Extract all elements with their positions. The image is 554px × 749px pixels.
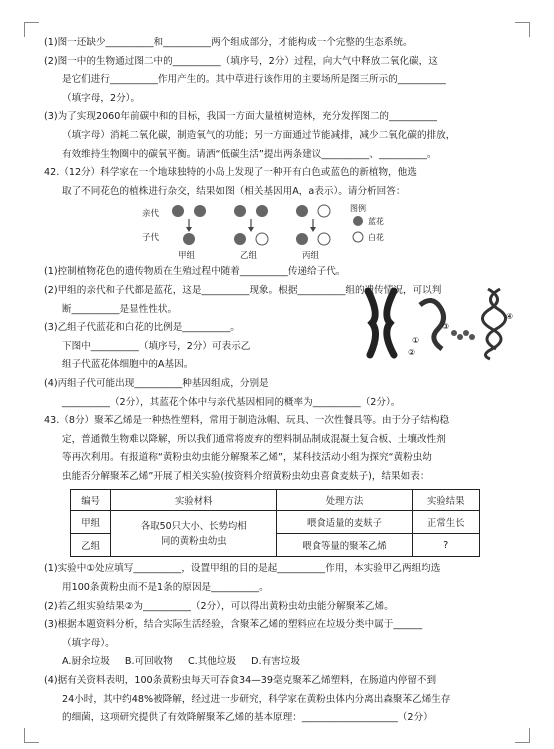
flower-icon [194,205,206,217]
material-line2: 同的黄粉虫幼虫 [160,535,227,547]
q43-part1-line1: (1)实验中①处应填写__________，设置甲组的目的是起__________作用，本实验甲乙两组均选 [44,563,441,575]
flower-icon [234,233,246,245]
legend-swatches [353,216,363,242]
q43-part3-line1: (3)根据本题资料分析，结合实际生活经验，含聚苯乙烯的塑料应在垃圾分类中属于______ [44,619,423,631]
dna-helix-icon [482,289,505,359]
table-cell-method: 喂食适量的麦麸子 [277,511,412,534]
legend-title: 图例 [350,204,366,214]
table-header-result: 实验结果 [412,490,479,511]
table-header-method: 处理方法 [277,490,412,511]
legend-white-label: 白花 [368,233,384,243]
q42-part4-line2: __________（2分），其蓝花个体中与亲代基因相同的概率为__________（2分）。 [62,396,401,408]
q43-intro-line2: 定，普通微生物难以降解，所以我们通常将废弃的塑料制品制成混凝土复合板、土壤改性剂 [62,433,446,445]
q42-part1: (1)控制植物花色的遗传物质在生殖过程中随着__________传递给子代。 [44,266,346,278]
q41-part3-line1: (3)为了实现2060年前碳中和的目标，我国一方面大量植树造林，充分发挥图二的__________ [44,111,437,123]
table-row [71,511,480,534]
q43-intro-line1: 43.（8分）聚苯乙烯是一种热性塑料，常用于制造泳帽、玩具、一次性餐具等。由于分子结构稳 [44,415,450,427]
q43-part3-line2: （填字母）。 [62,637,115,649]
table-header-material: 实验材料 [111,490,277,511]
crop-mark-top-left [24,22,39,37]
q42-header-line2: 取了不同花色的植株进行杂交，结果如图（相关基因用A，a表示）。请分析回答： [62,185,406,197]
q42-header-line1: 42.（12分）科学家在一个地球独特的小岛上发现了一种开有白色或蓝色的新植物，他选 [44,167,417,179]
group-bing-flowers [296,205,330,245]
q43-part4-line2: 24小时，其中约48%被降解，经过进一步研究，科学家在黄粉虫体内分离出森聚苯乙烯生存 [62,693,451,705]
q43-options [44,653,518,672]
q43-intro-line3: 等再次利用。有报道称“黄粉虫幼虫能分解聚苯乙烯”，某科技活动小组为探究“黄粉虫幼 [62,452,432,464]
flower-icon [318,233,330,245]
blue-flower-legend-icon [353,216,363,226]
flower-icon [296,233,308,245]
q42-subquestions [44,263,518,412]
table-header-id: 编号 [71,490,111,511]
option-b: B.可回收物 [124,656,173,668]
label-circled-3: ③ [442,322,450,332]
option-c: C.其他垃圾 [187,656,237,668]
q41-part3-line2: （填字母）消耗二氧化碳，制造氧气的功能；另一方面通过节能减排，减少二氧化碳的排放， [62,129,456,141]
question-43 [44,412,518,728]
question-41-continued [44,34,518,164]
label-circled-1: ① [412,336,420,346]
q42-part3-line3: 组子代蓝花体细胞中的A基因。 [62,359,194,371]
flower-icon [256,233,268,245]
label-circled-4: ④ [506,312,514,322]
table-cell-id: 乙组 [71,534,111,557]
q42-part3-line2: 下图中__________（填序号，2分）可表示乙 [62,340,251,352]
flower-icon [234,205,246,217]
flower-icon [318,205,330,217]
exam-page [44,34,518,728]
option-a: A.厨余垃圾 [62,656,110,668]
label-circled-2: ② [408,348,416,358]
q42-part3-line1: (3)乙组子代蓝花和白花的比例是__________。 [44,322,240,334]
flower-icon [256,205,268,217]
flower-icon [172,205,184,217]
group-label-bing: 丙组 [302,251,320,262]
experiment-table [70,489,480,557]
table-header-row [71,490,480,511]
table-cell-material [111,511,277,557]
chromosome-dna-figure [350,285,518,361]
chromosome-x-icon [368,291,394,355]
parent-row-label: 亲代 [142,209,160,220]
legend-blue-label: 蓝花 [368,217,384,227]
flower-icon [183,233,195,245]
q43-part1-line2: 用100条黄粉虫而不是1条的原因是__________。 [62,582,269,594]
table-cell-result: ? [412,534,479,557]
group-label-jia: 甲组 [178,251,196,262]
flower-icon [296,205,308,217]
q43-part4-line1: (4)据有关资料表明，100条黄粉虫每天可吞食34—39毫克聚苯乙烯塑料，在肠道内停留不到 [44,675,437,687]
group-yi-flowers [234,205,268,245]
question-42 [44,164,518,412]
material-line1: 各取50只大小、长势均相 [140,520,247,532]
q43-intro-line4: 虫能否分解聚苯乙烯”开展了相关实验(按资料介绍黄粉虫幼虫喜食麦麸子)，结果如表： [62,470,430,482]
group-jia-flowers [172,205,206,245]
q41-part1: (1)图一还缺少__________和__________两个组成部分，才能构成一个完整的生态系统。 [44,37,413,48]
q43-part4-line3: 的细菌，这项研究提供了有效降解聚苯乙烯的基本原理：____________________（2分） [62,712,433,724]
crop-mark-bottom-left [24,728,39,743]
q41-part2-line1: (2)图一中的生物通过图二中的__________（填序号，2分）过程，向大气中释放二氧化碳，这 [44,55,438,67]
table-cell-result: 正常生长 [412,511,479,534]
option-d: D.有害垃圾 [251,656,300,668]
q41-part3-line3: 有效维持生物圈中的碳氧平衡。请洒“低碳生活”提出两条建议__________、__________。 [62,148,437,160]
crop-mark-bottom-right [515,728,530,743]
white-flower-legend-icon [353,232,363,242]
q42-part2-line1: (2)甲组的亲代和子代都是蓝花，这是__________现象。根据__________组的遗传情况，可以判 [44,284,442,296]
group-label-yi: 乙组 [240,251,258,262]
table-cell-method: 喂食等量的聚苯乙烯 [277,534,412,557]
table-cell-id: 甲组 [71,511,111,534]
q42-part2-line2: 断__________是显性性状。 [62,303,178,315]
q42-part4-line1: (4)丙组子代可能出现__________种基因组成，分别是 [44,377,269,389]
q43-part2: (2)若乙组实验结果②为__________（2分），可以得出黄粉虫幼虫能分解聚苯乙烯。 [44,600,394,612]
child-row-label: 子代 [142,233,160,244]
cross-diagram [44,203,518,262]
q41-part2-line2: 是它们进行__________作用产生的。其中草进行该作用的主要场所是图三所示的__________ [62,74,446,86]
cross-diagram-drawing [44,203,518,262]
q41-part2-line3: （填字母，2分）。 [62,92,141,104]
